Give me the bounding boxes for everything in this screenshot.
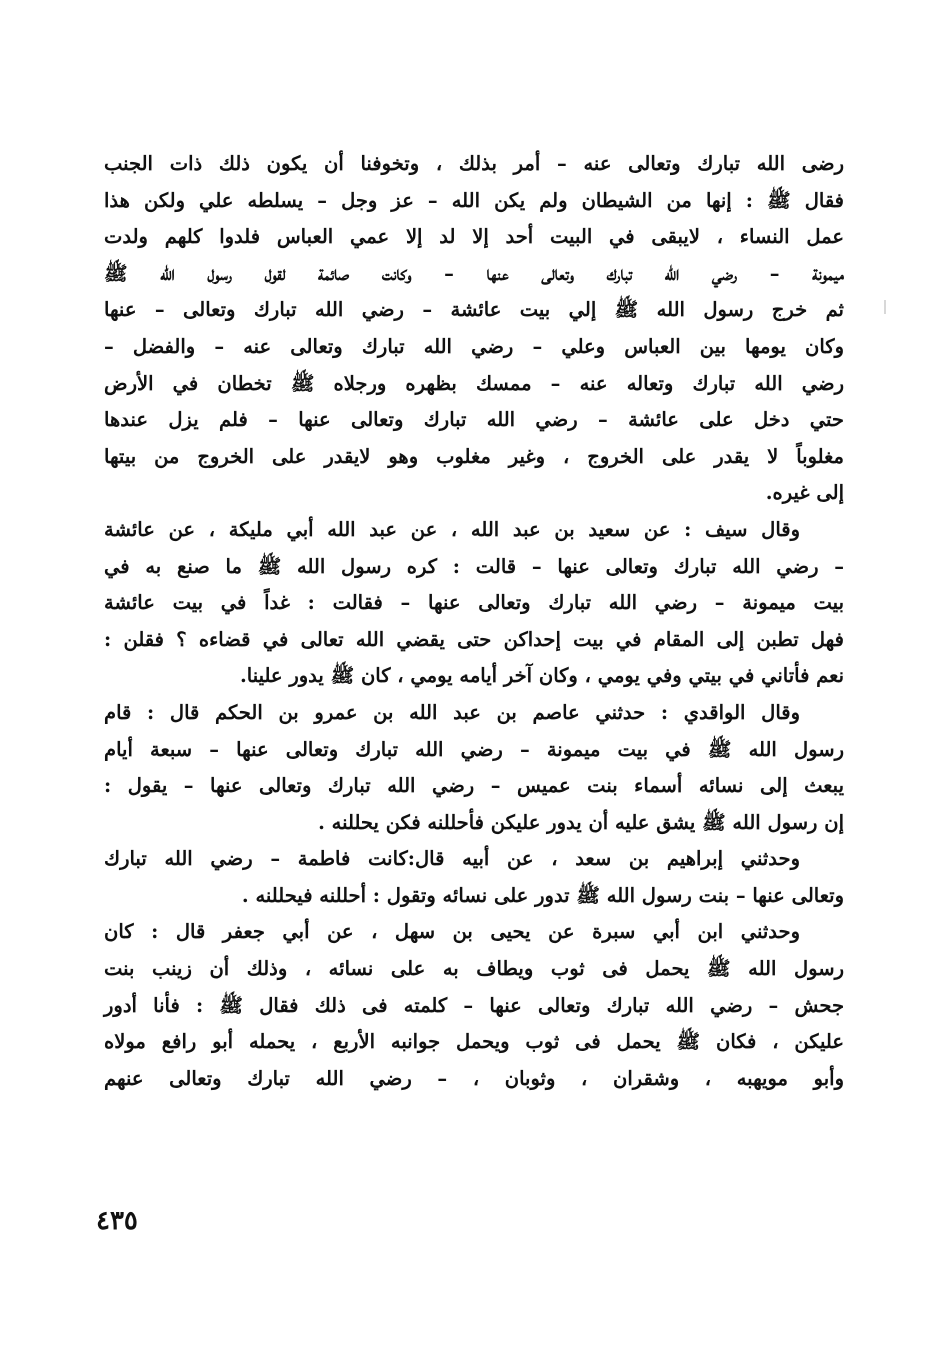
text-line: وأبو مويهبه ، وشقران ، وثوبان ، – رضي الله تبارك وتعالى عنهم bbox=[104, 1066, 844, 1090]
text-line: عليكن ، فكان ﷺ يحمل فى ثوب ويحمل جوانبه الأربع ، يحمله أبو رافع مولاه bbox=[104, 1030, 844, 1054]
text-line: ثم خرج رسول الله ﷺ إلي بيت عائشة – رضي الله تبارك وتعالى – عنها bbox=[104, 298, 844, 322]
text-line: – رضي الله تبارك وتعالى عنها – قالت : كره رسول الله ﷺ ما صنع به في bbox=[104, 554, 844, 578]
text-line: رضي الله تبارك وتعاله عنه – ممسك بظهره ورجلاه ﷺ تخطان في الأرض bbox=[104, 371, 844, 395]
text-line: وكان يومها بين العباس وعلي – رضي الله تبارك وتعالى عنه – والفضل – bbox=[104, 334, 844, 358]
paragraph-start-line: وحدثني إبراهيم بن سعد ، عن أبيه قال:كانت فاطمة – رضي الله تبارك bbox=[104, 847, 800, 871]
text-line: رسول الله ﷺ يحمل فى ثوب ويطاف به على نسائه ، وذلك أن زينب بنت bbox=[104, 957, 844, 981]
page-number: ٤٣٥ bbox=[96, 1206, 138, 1236]
text-line: فقال ﷺ : إنها من الشيطان ولم يكن الله – عز وجل – يسلطه علي ولكن هذا bbox=[104, 188, 844, 212]
text-line: بيت ميمونة – رضي الله تبارك وتعالى عنها – فقالت : غداً في بيت عائشة bbox=[104, 591, 844, 615]
text-line: ميمونة – رضي الله تبارك وتعالى عنها – وكانت صائمة لقول رسول الله ﷺ bbox=[104, 261, 844, 285]
text-line: وتعالى عنها – بنت رسول الله ﷺ تدور على نسائه وتقول : أحللنه فيحللنه . bbox=[241, 883, 844, 907]
body-text bbox=[104, 146, 844, 1097]
text-line: حتي دخل على عائشة – رضي الله تبارك وتعالى عنها – فلم يزل عندها bbox=[104, 408, 844, 432]
text-line: جحش – رضي الله تبارك وتعالى عنها – كلمته فى ذلك فقال ﷺ : فأنا أدور bbox=[104, 993, 844, 1017]
text-line: رسول الله ﷺ في بيت ميمونة – رضي الله تبارك وتعالى عنها – سبعة أيام bbox=[104, 737, 844, 761]
text-line: نعم فأتاني في بيتي وفي يومي ، وكان آخر أيامه يومي ، كان ﷺ يدور علينا. bbox=[239, 664, 844, 688]
text-line: عمل النساء ، لايبقى في البيت أحد إلا لد إلا عمي العباس فلدوا كلهم ولدت bbox=[104, 225, 844, 249]
text-line: مغلوباً لا يقدر على الخروج ، وغير مغلوب وهو لايقدر على الخروج من بيتها bbox=[104, 444, 844, 468]
text-line: إلى غيره. bbox=[765, 481, 844, 505]
text-line: فهل تطبن إلى المقام في بيت إحداكن حتى يقضي الله تعالى في قضاءه ؟ فقلن : bbox=[104, 627, 844, 651]
paragraph-start-line: وقال سيف : عن سعيد بن عبد الله ، عن عبد الله أبي مليكة ، عن عائشة bbox=[104, 517, 800, 541]
paragraph-start-line: وحدثني ابن أبي سبرة عن يحيى بن سهل ، عن أبي جعفر قال : كان bbox=[104, 920, 800, 944]
text-line: يبعث إلى نسائه أسماء بنت عميس – رضي الله تبارك وتعالى عنها – يقول : bbox=[104, 774, 844, 798]
paragraph-start-line: وقال الواقدي : حدثني عاصم بن عبد الله بن عمرو بن الحكم قال : قام bbox=[104, 700, 800, 724]
scan-mark bbox=[884, 300, 886, 314]
text-line: رضى الله تبارك وتعالى عنه – أمر بذلك ، وتخوفنا أن يكون ذلك ذات الجنب bbox=[104, 152, 844, 175]
text-line: إن رسول الله ﷺ يشق عليه أن يدور عليكن فأحللنه فكن يحللنه . bbox=[318, 810, 844, 834]
